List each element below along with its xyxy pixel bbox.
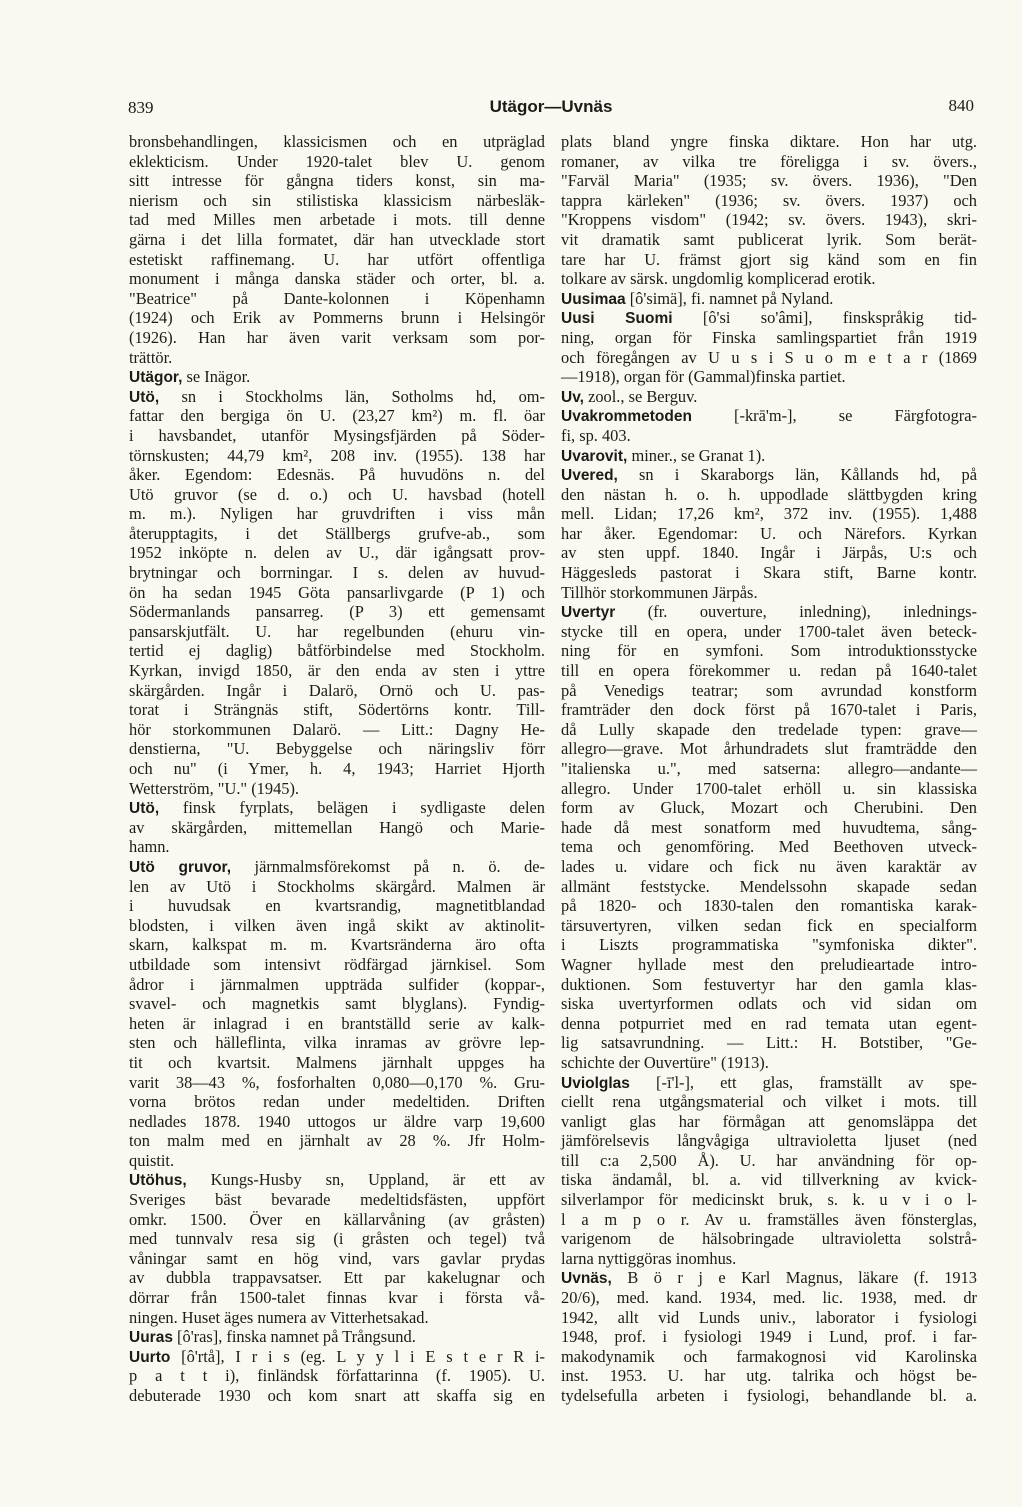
right-column-line [561, 1112, 977, 1132]
left-column-line [129, 857, 545, 877]
left-column-line [129, 406, 545, 426]
left-column-line [129, 1327, 545, 1347]
entry-text: tare har U. främst gjort sig känd som en fin [561, 249, 977, 269]
left-column-line [129, 994, 545, 1014]
entry-text: fattar den bergiga ön U. (23,27 km²) m. fl. öar [129, 406, 545, 426]
left-column-line [129, 896, 545, 916]
entry-text: [-ī'l-], ett glas, framställt av spe- [629, 1072, 977, 1092]
entry-text: skarn, kalkspat m. m. Kvartsränderna äro ofta [129, 935, 545, 955]
right-column-line [561, 622, 977, 642]
running-head: Utägor—Uvnäs [489, 97, 613, 116]
entry-text: plats bland yngre finska diktare. Hon har utg. [561, 132, 977, 151]
right-column-line [561, 700, 977, 720]
entry-text: tertid ej daglig) båtförbindelse med Stockholm. [129, 641, 545, 661]
entry-text: mell. Lidan; 17,26 km², 372 inv. (1955). 1,488 [561, 504, 977, 524]
entry-text: tydelsefulla arbeten i fysiologi, behandlande bl. a. [561, 1386, 977, 1405]
left-column-line [129, 798, 545, 818]
right-column-line [561, 406, 977, 426]
right-column-line [561, 1151, 977, 1171]
entry-text: heten är inlagrad i en brantställd serie av kalk- [129, 1013, 545, 1033]
left-column-line [129, 1112, 545, 1132]
entry-text: denstierna, "U. Bebyggelse och näringsliv förr [129, 739, 545, 759]
entry-headword: Uvarovit, [561, 447, 628, 465]
entry-text: miner., se Granat 1). [627, 445, 766, 465]
left-column-line [129, 367, 545, 387]
entry-text: sten och hälleflinta, vilka inramas av grövre lep- [129, 1033, 545, 1053]
entry-text: ön ha sedan 1945 Göta pansarlivgarde (P 1) och [129, 582, 545, 602]
entry-text: inst. 1953. U. har utg. talrika och högst be- [561, 1366, 977, 1386]
right-column-line [561, 779, 977, 799]
left-column-line [129, 1033, 545, 1053]
entry-text: denna potpurriet med en rad temata utan egent- [561, 1013, 977, 1033]
right-column-line [561, 798, 977, 818]
entry-text: vanligt glas har förmågan att genomsläppa det [561, 1111, 977, 1131]
right-column-line [561, 720, 977, 740]
left-column-line [129, 1053, 545, 1073]
right-column-line [561, 152, 977, 172]
left-column-line [129, 935, 545, 955]
right-column-line [561, 857, 977, 877]
entry-text: Kyrkan, invigd 1850, är den enda av sten i yttre [129, 661, 545, 681]
right-column-line [561, 171, 977, 191]
left-column-line [129, 485, 545, 505]
left-column-line [129, 1308, 545, 1328]
left-column [129, 132, 545, 1406]
left-column-line [129, 543, 545, 563]
entry-text: B ö r j e Karl Magnus, läkare (f. 1913 [611, 1268, 977, 1288]
entry-headword: Utö, [129, 800, 160, 818]
entry-headword: Utöhus, [129, 1172, 187, 1190]
entry-text: den nästan h. o. h. uppodlade slättbygden kring [561, 484, 977, 504]
left-column-line [129, 602, 545, 622]
left-column-line [129, 955, 545, 975]
left-column-line [129, 739, 545, 759]
entry-text: makodynamik och farmakognosi vid Karolinska [561, 1346, 977, 1366]
right-column-line [561, 250, 977, 270]
entry-text: lades u. vidare och fick nu även karaktär av [561, 856, 977, 876]
right-column-line [561, 210, 977, 230]
right-column-line [561, 1170, 977, 1190]
left-column-line [129, 1366, 545, 1386]
right-column-line [561, 1327, 977, 1347]
entry-text: utbildade som intensivt rödfärgad järnkisel. Som [129, 954, 545, 974]
left-page-number: 839 [128, 98, 154, 117]
entry-headword: Utö, [129, 388, 160, 406]
entry-text: framträder den dock först på 1670-talet i Paris, [561, 700, 977, 720]
left-column-line [129, 681, 545, 701]
entry-text: sn i Skaraborgs län, Kållands hd, på [617, 465, 977, 485]
right-column-line [561, 367, 977, 387]
right-column-line [561, 1014, 977, 1034]
entry-text: med tunnvalv resa sig (i gråsten och tegel) två [129, 1229, 545, 1249]
entry-text: åker. Egendom: Edesnäs. På huvudöns n. del [129, 465, 545, 485]
left-column-line [129, 1073, 545, 1093]
right-column [561, 132, 977, 1406]
left-column-line [129, 759, 545, 779]
entry-text: Häggesleds pastorat i Skara stift, Barne kontr. [561, 563, 977, 583]
right-column-line [561, 818, 977, 838]
entry-text: till en opera förekommer u. redan på 1640-talet [561, 661, 977, 681]
entry-text: Sveriges bäst bevarade medeltidsfästen, uppfört [129, 1190, 545, 1210]
right-column-line [561, 1366, 977, 1386]
entry-text: allegro. Under 1700-talet erhöll u. sin klassiska [561, 778, 977, 798]
right-column-line [561, 1210, 977, 1230]
entry-text: tit och kvartsit. Malmens järnhalt uppges ha [129, 1052, 545, 1072]
left-column-line [129, 1347, 545, 1367]
entry-text: gärna i det lilla formatet, där han utvecklade stort [129, 229, 545, 249]
left-column-line [129, 1249, 545, 1269]
entry-text: hamn. [129, 837, 170, 857]
left-column-line [129, 622, 545, 642]
entry-text: pansarskjutfält. U. har regelbunden (ehuru vin- [129, 621, 545, 641]
entry-headword: Uusimaa [561, 290, 626, 308]
entry-text: vorna brötos redan under medeltiden. Driften [129, 1092, 545, 1112]
entry-text: (1926). Han har även varit verksam som por- [129, 327, 545, 347]
right-column-line [561, 1308, 977, 1328]
entry-text: blodsten, i vilken även ingå skikt av aktinolit- [129, 915, 545, 935]
entry-text: l a m p o r. Av u. framställes även fönsterglas, [561, 1209, 977, 1229]
entry-text: "Farväl Maria" (1935; sv. övers. 1936), "Den [561, 171, 977, 191]
left-column-line [129, 779, 545, 799]
entry-text: duktionen. Som festuvertyr har den gamla klas- [561, 974, 977, 994]
entry-text: [ô'rtå], I r i s (eg. L y y l i E s t e r R i- [170, 1346, 545, 1366]
entry-text: då Lully skapade den tredelade typen: grave— [561, 719, 977, 739]
entry-text: estetiskt raffinemang. U. har utfört offentliga [129, 249, 545, 269]
entry-headword: Utö gruvor, [129, 858, 232, 876]
left-column-line [129, 524, 545, 544]
left-column-line [129, 837, 545, 857]
entry-headword: Uv, [561, 388, 584, 406]
entry-text: nierism och sin stilistiska klassicism närbesläk- [129, 190, 545, 210]
entry-text: ciellt rena utgångsmaterial och vilket i mots. till [561, 1092, 977, 1112]
entry-text: varigenom de hälsobringade ultravioletta solstrå- [561, 1229, 977, 1249]
right-column-line [561, 916, 977, 936]
left-column-line [129, 1151, 545, 1171]
entry-text: romaner, av vilka tre föreligga i sv. övers., [561, 151, 977, 171]
entry-text: siska uvertyrformen odlats och vid sidan om [561, 994, 977, 1014]
entry-text: varit 38—43 %, fosforhalten 0,080—0,170 %. Gru- [129, 1072, 545, 1092]
right-column-line [561, 1092, 977, 1112]
entry-text: Södermanlands pansarreg. (P 3) ett gemensamt [129, 602, 545, 622]
entry-text: törnskusten; 44,79 km², 208 inv. (1955). 138 har [129, 445, 545, 465]
entry-text: tärsuvertyren, vilken sedan fick en specialform [561, 915, 977, 935]
entry-text: och nu" (i Ymer, h. 4, 1943; Harriet Hjorth [129, 759, 545, 778]
right-column-line [561, 504, 977, 524]
entry-text: 1942, allt vid Lunds univ., laborator i fysiologi [561, 1307, 977, 1327]
left-column-line [129, 1014, 545, 1034]
entry-text: av dubbla trappavsatser. Ett par kakelugnar och [129, 1268, 545, 1288]
entry-headword: Uusi Suomi [561, 310, 673, 328]
right-column-line [561, 602, 977, 622]
left-column-line [129, 132, 545, 152]
right-column-line [561, 485, 977, 505]
right-column-line [561, 1131, 977, 1151]
entry-text: Wetterström, "U." (1945). [129, 778, 300, 798]
entry-text: [ô'ras], finska namnet på Trångsund. [172, 1327, 416, 1347]
entry-text: monument i många danska städer och orter, bl. a. [129, 269, 545, 289]
entry-text: i havsbandet, utanför Mysingsfjärden på Söder- [129, 425, 545, 445]
entry-text: Kungs-Husby sn, Uppland, är ett av [186, 1170, 545, 1190]
right-column-line [561, 1249, 977, 1269]
entry-text: Tillhör storkommunen Järpås. [561, 582, 758, 602]
entry-text: stycke till en opera, under 1700-talet även beteck- [561, 621, 977, 641]
entry-text: trättör. [129, 347, 173, 367]
right-column-line [561, 583, 977, 603]
left-column-line [129, 1288, 545, 1308]
right-page-number: 840 [948, 96, 974, 115]
right-column-line [561, 132, 977, 152]
entry-text: jämförelsevis långvågiga ultravioletta ljuset (ned [561, 1131, 977, 1151]
entry-text: i huvudsak en kvartsrandig, magnetitblandad [129, 896, 545, 916]
entry-text: ning för en symfoni. Som introduktionsstycke [561, 641, 977, 661]
entry-text: till c:a 2,500 Å). U. har användning för op- [561, 1150, 977, 1170]
left-column-line [129, 583, 545, 603]
entry-text: "Beatrice" på Dante-kolonnen i Köpenhamn [129, 288, 545, 308]
left-column-line [129, 1210, 545, 1230]
entry-text: 1948, prof. i fysiologi 1949 i Lund, prof. i far- [561, 1327, 977, 1347]
entry-text: lig satsavrundning. — Litt.: H. Botstiber, "Ge- [561, 1033, 977, 1053]
entry-text: [-krā'm-], se Färgfotogra- [691, 406, 977, 426]
right-column-line [561, 328, 977, 348]
left-column-line [129, 1190, 545, 1210]
right-column-line [561, 1073, 977, 1093]
left-column-line [129, 818, 545, 838]
right-column-line [561, 465, 977, 485]
right-column-line [561, 681, 977, 701]
right-column-line [561, 759, 977, 779]
entry-headword: Uurto [129, 1348, 171, 1366]
right-column-line [561, 524, 977, 544]
left-column-line [129, 661, 545, 681]
right-column-line [561, 1347, 977, 1367]
right-column-line [561, 446, 977, 466]
left-column-line [129, 171, 545, 191]
left-column-line [129, 1092, 545, 1112]
right-column-line [561, 896, 977, 916]
left-column-line [129, 289, 545, 309]
entry-text: 20/6), med. kand. 1934, med. lic. 1938, med. dr [561, 1288, 977, 1308]
entry-text: —1918), organ för (Gammal)finska partiet. [561, 367, 846, 387]
entry-text: ton malm med en järnhalt av 28 %. Jfr Holm- [129, 1131, 545, 1151]
entry-text: ådror i järnmalmen uppträda sulfider (koppar-, [129, 974, 545, 994]
entry-headword: Uvakrommetoden [561, 408, 692, 426]
right-column-line [561, 191, 977, 211]
entry-text: (fr. ouverture, inledning), inlednings- [615, 602, 977, 622]
entry-text: hör storkommunen Dalarö. — Litt.: Dagny He- [129, 719, 545, 739]
left-column-line [129, 1131, 545, 1151]
left-column-line [129, 191, 545, 211]
entry-text: järnmalmsförekomst på n. ö. de- [231, 856, 546, 876]
right-column-line [561, 1229, 977, 1249]
right-column-line [561, 975, 977, 995]
right-column-line [561, 739, 977, 759]
entry-text: ningen. Huset äges numera av Vitterhetsakad. [129, 1307, 429, 1327]
entry-text: "Kroppens visdom" (1942; sv. övers. 1943), skri- [561, 210, 977, 230]
entry-text: Utö gruvor (se d. o.) och U. havsbad (hotell [129, 484, 545, 504]
right-column-line [561, 348, 977, 368]
entry-text: fi, sp. 403. [561, 425, 631, 445]
entry-text: har åker. Egendomar: U. och Närefors. Kyrkan [561, 523, 977, 543]
left-column-line [129, 328, 545, 348]
right-column-line [561, 1033, 977, 1053]
left-column-line [129, 720, 545, 740]
entry-text: zool., se Berguv. [583, 386, 698, 406]
left-column-line [129, 426, 545, 446]
entry-text: tema och genomföring. Med Beethoven utveck- [561, 837, 977, 857]
left-column-line [129, 1386, 545, 1406]
entry-text: vit dramatik samt publicerat lyrik. Som berät- [561, 229, 977, 249]
left-column-line [129, 700, 545, 720]
right-column-line [561, 563, 977, 583]
entry-text: debuterade 1930 och kom snart att skaffa sig en [129, 1386, 545, 1405]
left-column-line [129, 1268, 545, 1288]
right-column-line [561, 877, 977, 897]
entry-text: silverlampor för medicinskt bruk, s. k. u v i o l- [561, 1190, 977, 1210]
entry-text: torat i Strängnäs stift, Södertörns kontr. Till- [129, 700, 545, 720]
entry-text: våningar samt en hög vind, vars gavlar prydas [129, 1248, 545, 1268]
entry-text: larna nyttiggöras inomhus. [561, 1248, 737, 1268]
entry-text: se Inägor. [182, 367, 251, 387]
right-column-line [561, 1268, 977, 1288]
left-column-line [129, 916, 545, 936]
left-column-line [129, 641, 545, 661]
entry-text: återupptagits, i det Ställbergs grufve-ab., som [129, 523, 545, 543]
entry-text: form av Gluck, Mozart och Cherubini. Den [561, 798, 977, 818]
entry-headword: Uviolglas [561, 1074, 630, 1092]
entry-text: finsk fyrplats, belägen i sydligaste delen [159, 798, 545, 818]
left-column-line [129, 504, 545, 524]
entry-headword: Uvertyr [561, 604, 616, 622]
entry-text: i Liszts programmatiska "symfoniska dikter". [561, 935, 977, 955]
left-column-line [129, 250, 545, 270]
entry-headword: Uvered, [561, 467, 618, 485]
right-column-line [561, 543, 977, 563]
entry-text: tappra kärleken" (1936; sv. övers. 1937) och [561, 190, 977, 210]
right-column-line [561, 955, 977, 975]
entry-text: omkr. 1500. Över en källarvåning (av gråsten) [129, 1209, 545, 1229]
left-column-line [129, 1170, 545, 1190]
entry-text: nedlades 1878. 1940 uttogos ur äldre varp 19,600 [129, 1111, 545, 1131]
left-column-line [129, 269, 545, 289]
right-column-line [561, 308, 977, 328]
left-column-line [129, 348, 545, 368]
entry-text: på 1820- och 1830-talen den romantiska karak- [561, 896, 977, 916]
entry-text: skärgården. Ingår i Dalarö, Ornö och U. pas- [129, 680, 545, 700]
right-column-line [561, 1288, 977, 1308]
entry-headword: Uuras [129, 1329, 173, 1347]
right-column-line [561, 387, 977, 407]
entry-text: av skärgården, mittemellan Hangö och Marie- [129, 817, 545, 837]
entry-text: p a t t i), finländsk författarinna (f. 1905). U. [129, 1366, 545, 1386]
left-column-line [129, 465, 545, 485]
right-column-line [561, 1053, 977, 1073]
page-header [128, 92, 974, 122]
entry-text: sitt intresse för gångna tiders konst, sin ma- [129, 171, 545, 191]
left-column-line [129, 152, 545, 172]
entry-text: allmänt feststycke. Mendelssohn skapade sedan [561, 876, 977, 896]
left-column-line [129, 877, 545, 897]
entry-text: ning, organ för Finska samlingspartiet från 1919 [561, 327, 977, 347]
left-column-line [129, 230, 545, 250]
left-column-line [129, 387, 545, 407]
right-column-line [561, 269, 977, 289]
right-column-line [561, 661, 977, 681]
entry-text: m. m.). Nyligen har gruvdriften i viss mån [129, 504, 545, 524]
entry-text: len av Utö i Stockholms skärgård. Malmen är [129, 876, 545, 896]
entry-text: 1952 inköpte n. delen av U., där igångsatt prov- [129, 543, 545, 563]
entry-text: sn i Stockholms län, Sotholms hd, om- [159, 386, 545, 406]
entry-text: svavel- och magnetkis samt blyglans). Fyndig- [129, 994, 545, 1014]
right-column-line [561, 426, 977, 446]
entry-text: av sten uppf. 1840. Ingår i Järpås, U:s och [561, 543, 977, 563]
entry-text: hade då mest sonatform med huvudtema, sång- [561, 817, 977, 837]
left-column-line [129, 308, 545, 328]
right-column-line [561, 641, 977, 661]
right-column-line [561, 837, 977, 857]
left-column-line [129, 210, 545, 230]
right-column-line [561, 1386, 977, 1406]
right-column-line [561, 289, 977, 309]
entry-text: "italienska u.", med satserna: allegro—andante— [561, 759, 977, 778]
entry-text: eklekticism. Under 1920-talet blev U. genom [129, 151, 545, 171]
right-column-line [561, 935, 977, 955]
entry-headword: Uvnäs, [561, 1270, 612, 1288]
entry-text: [ô'si so'âmi], finskspråkig tid- [672, 308, 977, 328]
left-column-line [129, 446, 545, 466]
entry-text: schichte der Ouvertüre" (1913). [561, 1052, 769, 1072]
entry-text: tolkare av särsk. ungdomlig komplicerad erotik. [561, 269, 876, 289]
entry-text: tiska ändamål, bl. a. vid tillverkning av kvick- [561, 1170, 977, 1190]
entry-text: bronsbehandlingen, klassicismen och en utpräglad [129, 132, 545, 151]
entry-text: allegro—grave. Mot århundradets slut framträdde den [561, 739, 977, 759]
entry-text: på Venedigs teatrar; som avrundad konstform [561, 680, 977, 700]
entry-text: quistit. [129, 1150, 175, 1170]
right-column-line [561, 230, 977, 250]
entry-text: [ô'simä], fi. namnet på Nyland. [625, 288, 834, 308]
entry-headword: Utägor, [129, 369, 183, 387]
entry-text: brytningar och borrningar. I s. delen av huvud- [129, 563, 545, 583]
right-column-line [561, 994, 977, 1014]
entry-text: dörrar från 1500-talet finnas kvar i första vå- [129, 1288, 545, 1308]
left-column-line [129, 1229, 545, 1249]
entry-text: tad med Milles men arbetade i mots. till denne [129, 210, 545, 230]
entry-text: och föregången av U u s i S u o m e t a r (1869 [561, 347, 977, 367]
right-column-line [561, 1190, 977, 1210]
left-column-line [129, 975, 545, 995]
left-column-line [129, 563, 545, 583]
entry-text: Wagner hyllade mest den preludieartade intro- [561, 954, 977, 974]
entry-text: (1924) och Erik av Pommerns brunn i Helsingör [129, 308, 545, 328]
